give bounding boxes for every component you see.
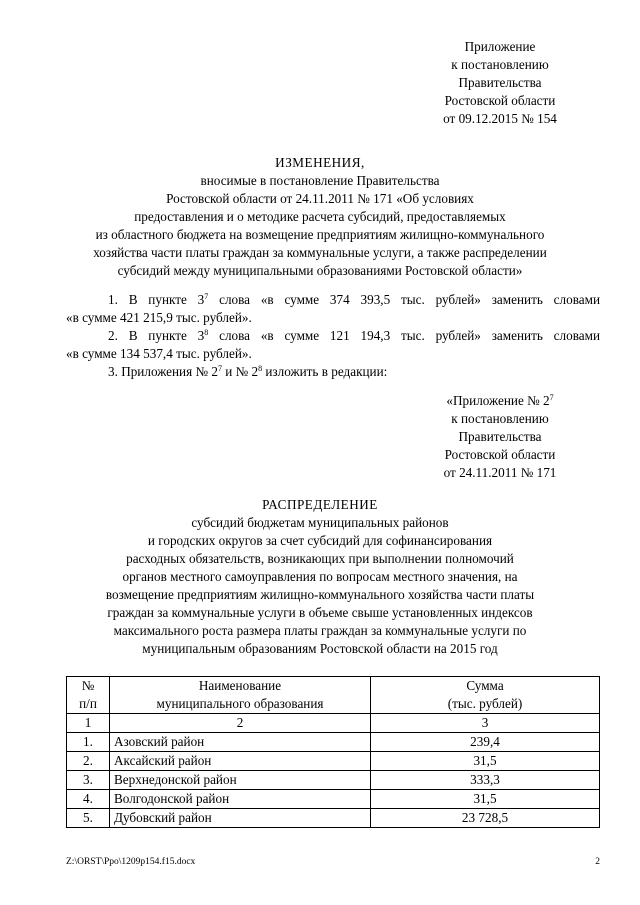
- distribution-line: максимального роста размера платы граждан за коммунальные услуги по: [113, 623, 527, 638]
- approval-line: от 09.12.2015 № 154: [443, 111, 557, 126]
- distribution-line: расходных обязательств, возникающих при выполнении полномочий: [126, 551, 514, 566]
- row-number: 4.: [67, 790, 110, 809]
- row-name: Волгодонской район: [110, 790, 371, 809]
- changes-line: Ростовской области от 24.11.2011 № 171 «Об условиях: [166, 191, 474, 206]
- distribution-line: граждан за коммунальные услуги в объеме свыше установленных индексов: [107, 605, 533, 620]
- distribution-line: муниципальным образованиям Ростовской области на 2015 год: [142, 641, 498, 656]
- distribution-table: [66, 676, 600, 828]
- point-3: 3. Приложения № $2^7$ и № $2^8$ изложить в редакции:: [108, 364, 388, 379]
- row-number: 3.: [67, 771, 110, 790]
- row-sum: 239,4: [371, 733, 600, 752]
- changes-line: вносимые в постановление Правительства: [200, 173, 440, 188]
- point-2: 2. В пункте $3^8$ слова «в сумме 121 194,3 тыс. рублей» заменить словами: [108, 328, 601, 343]
- changes-line: из областного бюджета на возмещение предприятиям жилищно-коммунального: [95, 227, 545, 242]
- row-sum: 31,5: [371, 752, 600, 771]
- changes-line: субсидий между муниципальными образованиями Ростовской области»: [117, 263, 523, 278]
- changes-block: [40, 154, 600, 280]
- row-number: 5.: [67, 809, 110, 828]
- row-name: Дубовский район: [110, 809, 371, 828]
- row-sum: 333,3: [371, 771, 600, 790]
- appendix-line: к постановлению: [451, 411, 549, 426]
- row-name: Аксайский район: [110, 752, 371, 771]
- appendix-title: «Приложение № $2^7$: [446, 393, 554, 408]
- point-1-continued: «в сумме 421 215,9 тыс. рублей».: [66, 310, 252, 325]
- distribution-line: субсидий бюджетам муниципальных районов: [191, 515, 449, 530]
- row-number: 1.: [67, 733, 110, 752]
- appendix-line: от 24.11.2011 № 171: [443, 465, 557, 480]
- approval-line: Ростовской области: [444, 93, 556, 108]
- changes-line: хозяйства части платы граждан за коммунальные услуги, а также распределении: [93, 245, 547, 260]
- header-name: Наименование муниципального образования: [110, 677, 371, 714]
- distribution-heading: РАСПРЕДЕЛЕНИЕ: [262, 497, 378, 512]
- table-row: [67, 809, 600, 828]
- row-name: Азовский район: [110, 733, 371, 752]
- header-num: № п/п: [67, 677, 110, 714]
- table-row: [67, 752, 600, 771]
- point-2-continued: «в сумме 134 537,4 тыс. рублей».: [66, 346, 252, 361]
- table-row: [67, 771, 600, 790]
- table-cell: 3: [371, 714, 600, 733]
- changes-line: предоставления и о методике расчета субсидий, предоставляемых: [134, 209, 506, 224]
- row-sum: 23 728,5: [371, 809, 600, 828]
- approval-line: к постановлению: [451, 57, 549, 72]
- page-number: 2: [595, 857, 600, 867]
- appendix-line: Ростовской области: [444, 447, 556, 462]
- point-1: 1. В пункте $3^7$ слова «в сумме 374 393,5 тыс. рублей» заменить словами: [108, 292, 601, 307]
- row-sum: 31,5: [371, 790, 600, 809]
- approval-line: Правительства: [458, 75, 542, 90]
- table-row: [67, 790, 600, 809]
- appendix-line: Правительства: [458, 429, 542, 444]
- footer-path: Z:\ORST\Ppo\1209p154.f15.docx: [66, 857, 196, 867]
- changes-heading: ИЗМЕНЕНИЯ,: [275, 155, 365, 170]
- table-index-row: [67, 714, 600, 733]
- points-block: [66, 291, 600, 381]
- distribution-line: и городских округов за счет субсидий для софинансирования: [147, 533, 493, 548]
- row-number: 2.: [67, 752, 110, 771]
- table-header-row: [67, 677, 600, 714]
- distribution-block: [40, 496, 600, 658]
- table-cell: 2: [110, 714, 371, 733]
- row-name: Верхнедонской район: [110, 771, 371, 790]
- approval-block: [380, 38, 620, 128]
- table-row: [67, 733, 600, 752]
- distribution-line: органов местного самоуправления по вопросам местного значения, на: [122, 569, 518, 584]
- appendix-block: [380, 392, 620, 482]
- header-sum: Сумма (тыс. рублей): [371, 677, 600, 714]
- approval-line: Приложение: [464, 39, 536, 54]
- distribution-line: возмещение предприятиям жилищно-коммунального хозяйства части платы: [105, 587, 535, 602]
- table-cell: 1: [67, 714, 110, 733]
